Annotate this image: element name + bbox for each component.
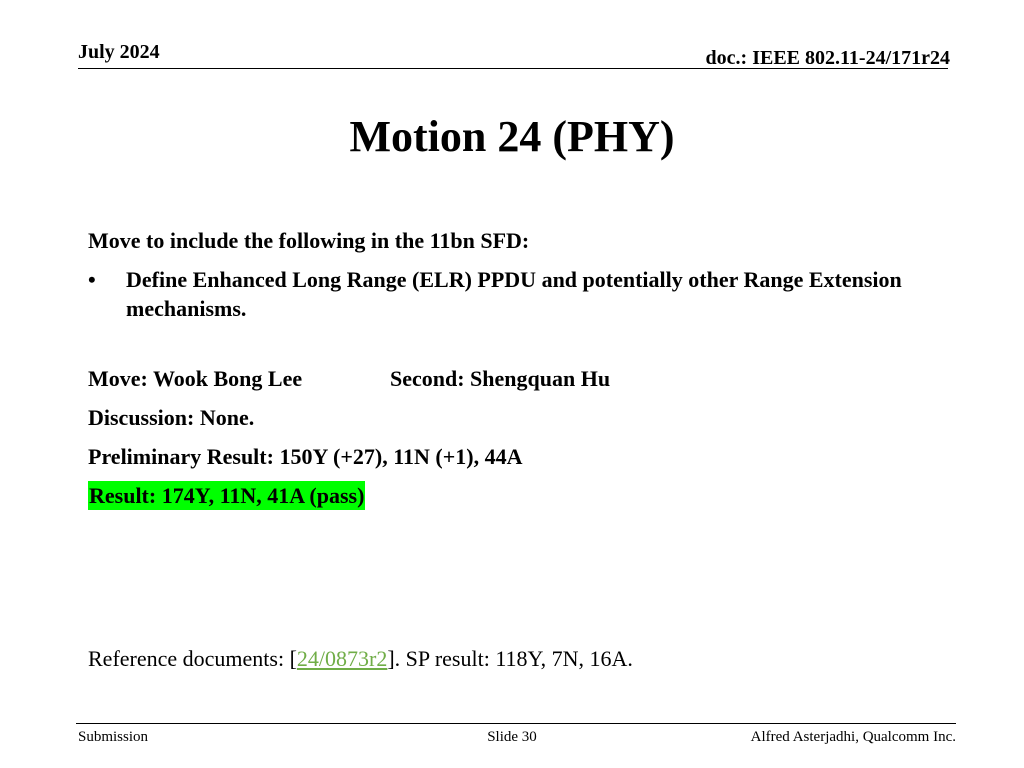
- footer-submission: Submission: [78, 729, 149, 745]
- final-result-line: [88, 481, 948, 510]
- move-second-row: [88, 364, 948, 393]
- header-doc-id: doc.: IEEE 802.11-24/171r24: [705, 47, 950, 69]
- bullet-icon: •: [88, 267, 96, 292]
- move-by: Move: Wook Bong Lee: [88, 366, 303, 391]
- preliminary-result: Preliminary Result: 150Y (+27), 11N (+1), 44A: [88, 444, 523, 469]
- header-divider: [78, 68, 948, 69]
- slide-title: Motion 24 (PHY): [349, 112, 675, 161]
- motion-intro: Move to include the following in the 11bn SFD:: [88, 228, 530, 253]
- motion-bullet: [88, 265, 948, 323]
- footer-slide-number: Slide 30: [487, 729, 537, 745]
- footer-divider: [76, 723, 956, 724]
- second-by: Second: Shengquan Hu: [390, 366, 611, 391]
- discussion: Discussion: None.: [88, 405, 255, 430]
- reference-prefix: Reference documents: [: [88, 646, 297, 671]
- reference-suffix: ]. SP result: 118Y, 7N, 16A.: [387, 646, 633, 671]
- motion-bullet-text: Define Enhanced Long Range (ELR) PPDU and potentially other Range Extension mechanisms.: [126, 267, 902, 321]
- motion-body: [88, 226, 948, 510]
- reference-documents: [88, 644, 633, 673]
- reference-link[interactable]: 24/0873r2: [296, 646, 388, 671]
- header-date: July 2024: [78, 41, 160, 63]
- footer-author: Alfred Asterjadhi, Qualcomm Inc.: [750, 729, 956, 745]
- final-result: Result: 174Y, 11N, 41A (pass): [89, 483, 365, 508]
